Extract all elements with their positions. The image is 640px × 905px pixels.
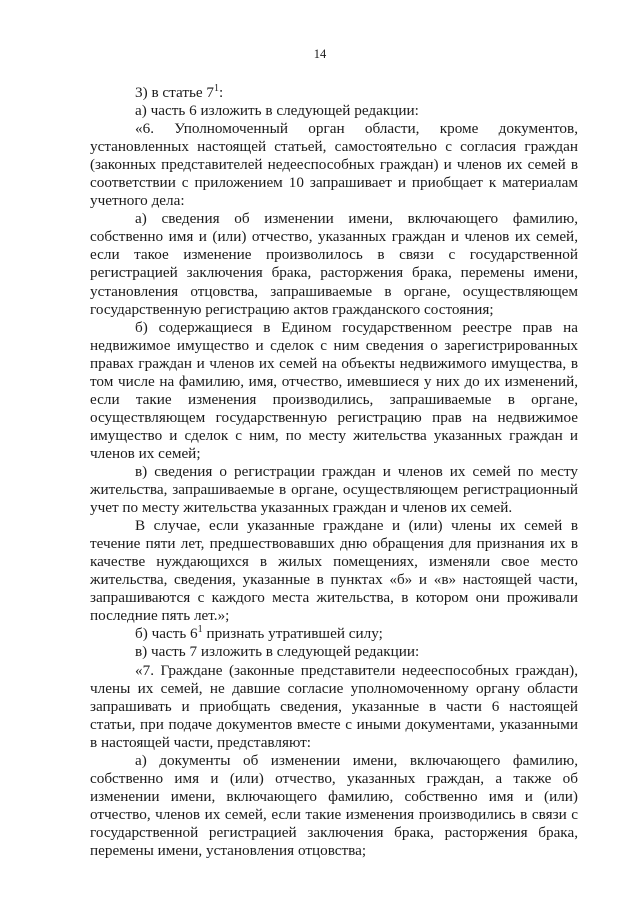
paragraph-part-7-item-a: а) документы об изменении имени, включающего фамилию, собственно имя и (или) отчество, указанных граждан, а также об изменении имени, включающего фамилию, собственно имя и (или) отчество, членов их семей, если такие изменения производились в связи с государственной регистрацией заключения брака, расторжения брака, перемены имени, установления отцовства; <box>90 751 578 859</box>
paragraph-item-v: в) сведения о регистрации граждан и членов их семей по месту жительства, запрашиваемые в органе, осуществляющем регистрационный учет по месту жительства указанных граждан и членов их семей. <box>90 462 578 517</box>
paragraph-tail: : <box>219 84 224 101</box>
paragraph-part-6-text: «6. Уполномоченный орган области, кроме документов, установленных настоящей статьей, самостоятельно с согласия граждан (законных представителей недееспособных граждан) и членов их семей в соответствии с приложением 10 запрашивает и приобщает к материалам учетного дела: <box>90 120 578 210</box>
paragraph-text: 3) в статье 7 <box>135 84 215 101</box>
paragraph-text: б) часть 6 <box>135 625 198 643</box>
paragraph-part-6-intro: а) часть 6 изложить в следующей редакции: <box>135 102 419 120</box>
paragraph-item-b: б) содержащиеся в Едином государственном реестре прав на недвижимое имущество и сделок с ним сведения о зарегистрированных правах граждан и членов их семей на объекты недвижимого имущества, в том числе на фамилию, имя, отчество, имевшиеся у них до их изменений, если такие изменения производились, запрашиваемые в органе, осуществляющем государственную регистрацию прав на недвижимое имущество и сделок с ним, по месту жительства указанных граждан и членов их семей; <box>90 318 578 462</box>
paragraph-item-a: а) сведения об изменении имени, включающего фамилию, собственно имя и (или) отчество, указанных граждан и членов их семей, если такое изменение произволилось в связи с государственной регистрацией заключения брака, расторжения брака, перемены имени, установления отцовства, запрашиваемые в органе, осуществляющем государственную регистрацию актов гражданского состояния; <box>90 210 578 318</box>
page-number: 14 <box>313 47 327 61</box>
paragraph-part-7-intro: в) часть 7 изложить в следующей редакции: <box>135 643 420 661</box>
paragraph-tail: признать утратившей силу; <box>202 625 383 643</box>
paragraph-part-6-1-repeal <box>90 625 578 643</box>
superscript: 1 <box>214 83 220 94</box>
paragraph-article-7-1 <box>90 84 578 102</box>
document-body <box>90 84 578 860</box>
paragraph-part-7-text: «7. Граждане (законные представители недееспособных граждан), члены их семей, не давшие согласие уполномоченному органу области запрашивать и приобщать сведения, указанные в части 6 настоящей статьи, при подаче документов вместе с иными документами, указанными в настоящей части, представляют: <box>90 661 578 751</box>
paragraph-residence-change: В случае, если указанные граждане и (или) члены их семей в течение пяти лет, предшествовавших дню обращения для признания их в качестве нуждающихся в жилых помещениях, изменяли свое место жительства, сведения, указанные в пунктах «б» и «в» настоящей части, запрашиваются с каждого места жительства, в котором они проживали последние пять лет.»; <box>90 517 578 625</box>
superscript: 1 <box>197 624 203 636</box>
